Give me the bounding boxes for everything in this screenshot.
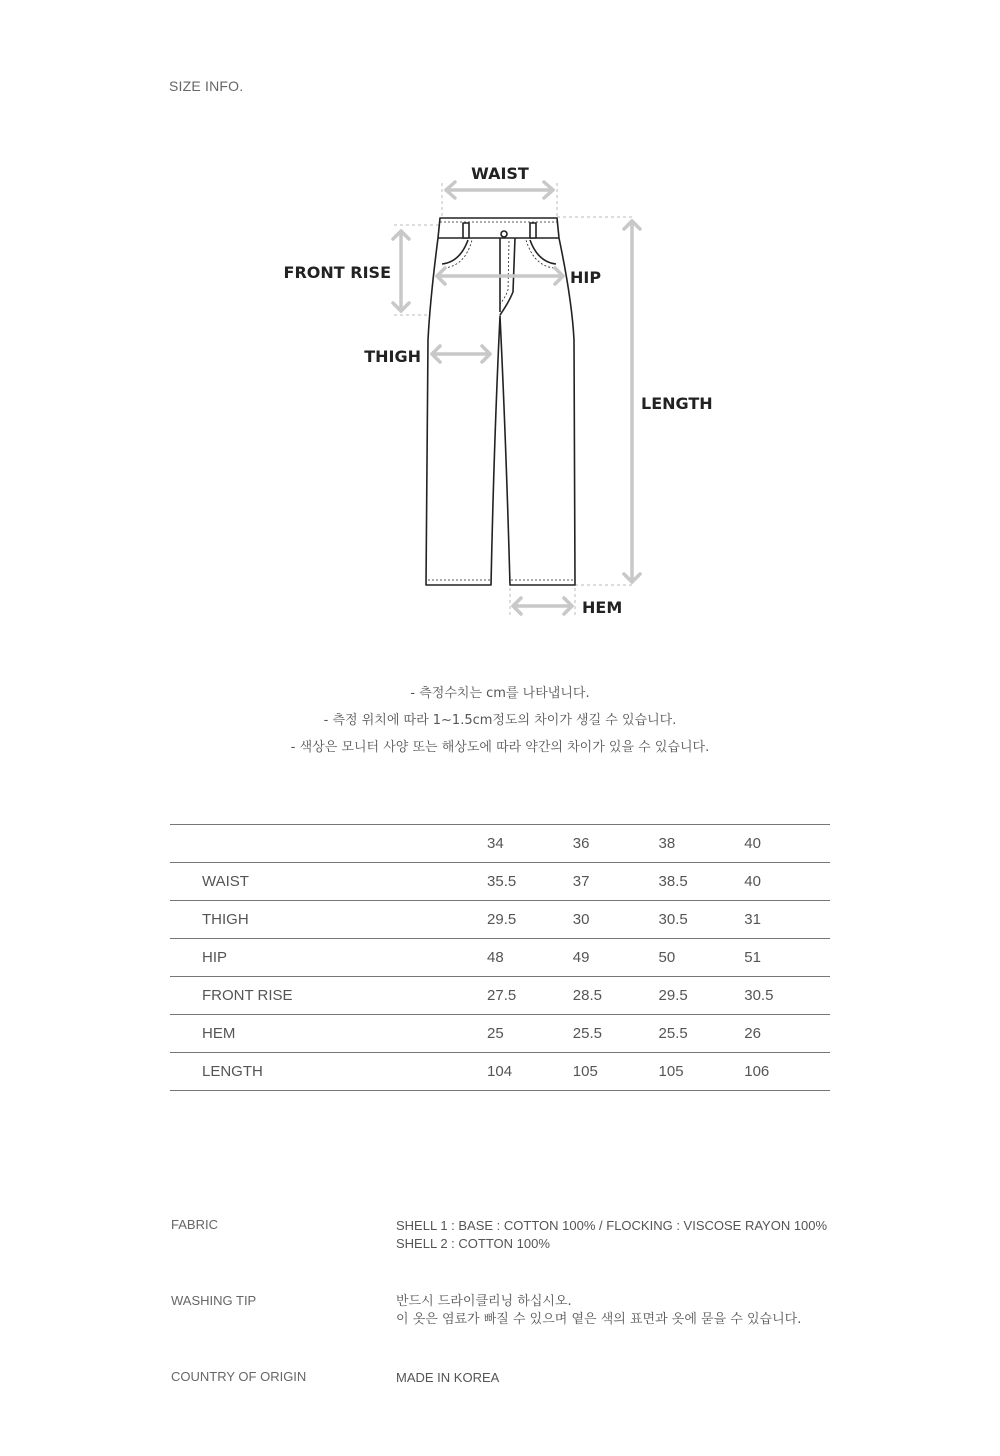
table-row [170, 1015, 830, 1053]
table-row [170, 863, 830, 901]
section-title: SIZE INFO. [169, 78, 244, 94]
table-row [170, 939, 830, 977]
size-header-row [170, 825, 830, 863]
size-table [170, 824, 830, 1091]
table-cell: 28.5 [573, 977, 659, 1015]
table-cell: 30.5 [744, 977, 830, 1015]
row-label: HIP [170, 939, 487, 977]
fabric-line: SHELL 2 : COTTON 100% [396, 1236, 550, 1251]
fabric-value [396, 1217, 856, 1253]
table-cell: 105 [573, 1053, 659, 1091]
table-cell: 50 [659, 939, 745, 977]
row-label: LENGTH [170, 1053, 487, 1091]
row-label: HEM [170, 1015, 487, 1053]
origin-value [396, 1369, 856, 1387]
table-cell: 106 [744, 1053, 830, 1091]
table-cell: 105 [659, 1053, 745, 1091]
row-label: WAIST [170, 863, 487, 901]
row-label: THIGH [170, 901, 487, 939]
row-label: FRONT RISE [170, 977, 487, 1015]
washing-line: 이 옷은 염료가 빠질 수 있으며 옅은 색의 표면과 옷에 묻을 수 있습니다. [396, 1312, 802, 1327]
thigh-label: THIGH [364, 347, 421, 366]
washing-value [396, 1293, 856, 1329]
table-row [170, 1053, 830, 1091]
fabric-line: SHELL 1 : BASE : COTTON 100% / FLOCKING : VISCOSE RAYON 100% [396, 1218, 828, 1233]
table-cell: 40 [744, 863, 830, 901]
pants-icon [426, 218, 575, 585]
table-cell: 37 [573, 863, 659, 901]
length-label: LENGTH [641, 394, 713, 413]
size-header: 36 [573, 825, 659, 863]
origin-line: MADE IN KOREA [396, 1370, 500, 1385]
table-cell: 31 [744, 901, 830, 939]
size-header: 40 [744, 825, 830, 863]
washing-label: WASHING TIP [171, 1293, 257, 1308]
note-line: - 측정 위치에 따라 1~1.5cm정도의 차이가 생길 수 있습니다. [323, 713, 677, 728]
table-cell: 104 [487, 1053, 573, 1091]
size-header: 38 [659, 825, 745, 863]
table-row [170, 977, 830, 1015]
washing-line: 반드시 드라이클리닝 하십시오. [396, 1294, 572, 1309]
table-cell: 30.5 [659, 901, 745, 939]
table-cell: 25 [487, 1015, 573, 1053]
table-cell: 38.5 [659, 863, 745, 901]
table-cell: 35.5 [487, 863, 573, 901]
table-cell: 29.5 [659, 977, 745, 1015]
origin-label: COUNTRY OF ORIGIN [171, 1369, 307, 1384]
table-cell: 29.5 [487, 901, 573, 939]
size-header: 34 [487, 825, 573, 863]
table-cell: 48 [487, 939, 573, 977]
measurement-notes [0, 680, 1000, 761]
fabric-label: FABRIC [171, 1217, 218, 1232]
table-cell: 25.5 [659, 1015, 745, 1053]
table-cell: 30 [573, 901, 659, 939]
hem-label: HEM [582, 598, 623, 617]
header-empty-cell [170, 825, 487, 863]
table-cell: 49 [573, 939, 659, 977]
table-cell: 27.5 [487, 977, 573, 1015]
table-cell: 51 [744, 939, 830, 977]
waist-label: WAIST [471, 164, 529, 183]
table-row [170, 901, 830, 939]
front-rise-label: FRONT RISE [283, 263, 391, 282]
hip-label: HIP [570, 268, 602, 287]
note-line: - 색상은 모니터 사양 또는 해상도에 따라 약간의 차이가 있을 수 있습니다. [290, 740, 710, 755]
pants-measurement-diagram [0, 0, 1000, 660]
table-cell: 25.5 [573, 1015, 659, 1053]
note-line: - 측정수치는 cm를 나타냅니다. [410, 686, 590, 701]
table-cell: 26 [744, 1015, 830, 1053]
